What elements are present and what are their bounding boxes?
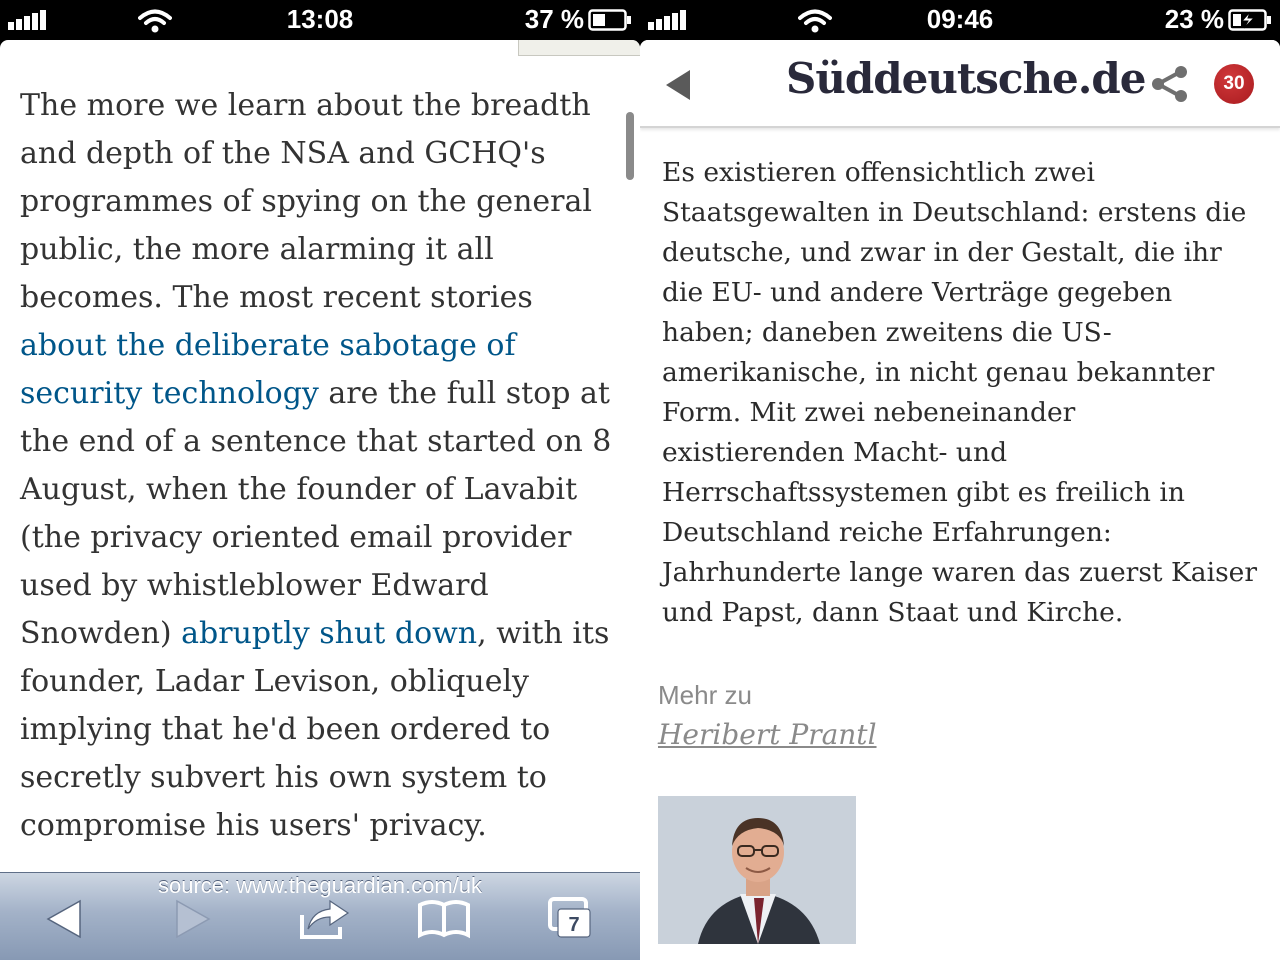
status-bar bbox=[0, 0, 640, 40]
article-body: Es existieren offensichtlich zwei Staatsgewalten in Deutschland: erstens die deutsche, und zwar in der Gestalt, die ihr die EU- und andere Verträge gegeben haben; daneben zweitens die US-amerikanische, in nicht genau bekannter Form. Mit zwei nebeneinander existierenden Macht- und Herrschaftssystemen gibt es freilich in Deutschland reiche Erfahrungen: Jahrhunderte lange waren das zuerst Kaiser und Papst, dann Staat und Kirche. bbox=[662, 157, 1258, 628]
author-link[interactable]: Heribert Prantl bbox=[658, 718, 877, 751]
bookmarks-icon[interactable] bbox=[416, 895, 472, 943]
clock: 09:46 bbox=[926, 4, 994, 34]
article-text: are the full stop at the end of a sentence that started on 8 August, when the founder of Lavabit (the privacy oriented email provider used by whistleblower Edward Snowden) bbox=[20, 376, 612, 651]
share-icon[interactable] bbox=[296, 895, 352, 943]
clock: 13:08 bbox=[286, 4, 354, 34]
battery-charging-icon bbox=[1228, 9, 1272, 31]
article-text: , with its founder, Ladar Levison, obliquely implying that he'd been ordered to secretly subvert his own system to compromise his users' privacy. bbox=[20, 616, 610, 843]
right-phone-screen bbox=[640, 0, 1280, 960]
share-icon[interactable] bbox=[1150, 66, 1190, 102]
source-caption: source: www.theguardian.com/uk bbox=[157, 873, 483, 898]
app-view bbox=[640, 40, 1280, 960]
page-edge bbox=[518, 40, 640, 56]
scroll-indicator[interactable] bbox=[626, 112, 634, 180]
app-navbar bbox=[640, 40, 1280, 128]
safari-toolbar bbox=[0, 872, 640, 960]
battery-percent: 37 % bbox=[524, 4, 584, 34]
back-icon[interactable] bbox=[664, 68, 694, 102]
forward-icon[interactable] bbox=[165, 895, 221, 943]
web-view bbox=[0, 40, 640, 960]
article-text: The more we learn about the breadth and depth of the NSA and GCHQ's programmes of spying on the general public, the more alarming it all becomes. The most recent stories bbox=[20, 88, 592, 315]
author-photo[interactable] bbox=[658, 796, 856, 944]
article-body bbox=[20, 82, 620, 850]
tabs-button[interactable] bbox=[544, 895, 600, 943]
article-link-shutdown[interactable]: abruptly shut down bbox=[181, 616, 478, 651]
more-about-label: Mehr zu bbox=[658, 680, 752, 710]
battery-percent: 23 % bbox=[1164, 4, 1224, 34]
battery-icon bbox=[588, 9, 632, 31]
status-bar bbox=[640, 0, 1280, 40]
article-link-sabotage[interactable]: about the deliberate sabotage of security technology bbox=[20, 328, 516, 411]
comment-count-badge[interactable]: 30 bbox=[1214, 64, 1254, 104]
back-icon[interactable] bbox=[40, 895, 96, 943]
site-logo: Süddeutsche.de bbox=[786, 54, 1146, 103]
tabs-count: 7 bbox=[568, 914, 580, 936]
